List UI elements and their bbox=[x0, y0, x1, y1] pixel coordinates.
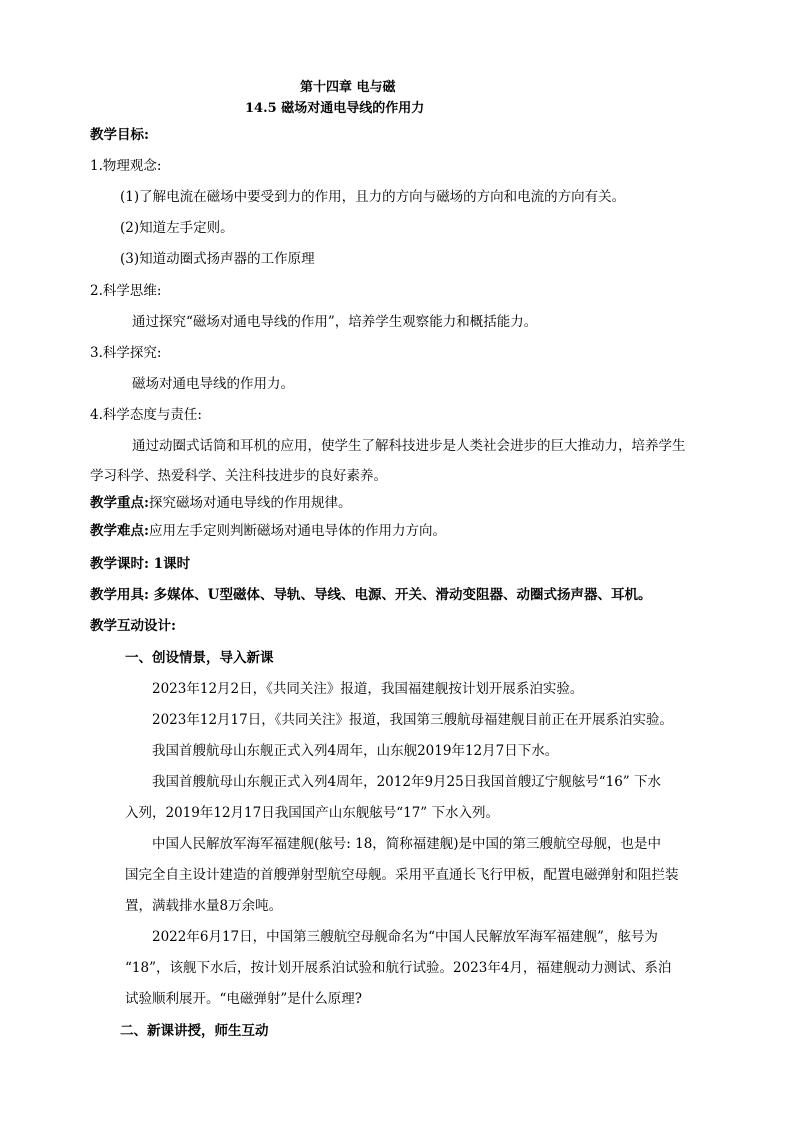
teaching-tools: 教学用具: 多媒体、U型磁体、导轨、导线、电源、开关、滑动变阻器、动圈式扬声器、耳机。 bbox=[90, 587, 652, 603]
objective-1-sub-1: (1)了解电流在磁场中要受到力的作用，且力的方向与磁场的方向和电流的方向有关。 bbox=[120, 189, 626, 205]
objective-4-text-line1: 通过动圈式话筒和耳机的应用，使学生了解科技进步是人类社会进步的巨大推动力，培养学生 bbox=[132, 438, 686, 454]
paragraph-4-line2: 入列，2019年12月17日我国国产山东舰舷号“17” 下水入列。 bbox=[125, 805, 499, 821]
paragraph-5-line3: 置，满载排水量8万余吨。 bbox=[125, 898, 283, 914]
design-heading: 教学互动设计: bbox=[90, 618, 176, 634]
paragraph-6-line1: 2022年6月17日，中国第三艘航空母舰命名为“中国人民解放军海军福建舰”，舷号为 bbox=[152, 929, 658, 945]
paragraph-5-line1: 中国人民解放军海军福建舰(舷号: 18，简称福建舰)是中国的第三艘航空母舰，也是中 bbox=[152, 836, 662, 852]
part-2-title: 二、新课讲授，师生互动 bbox=[120, 1023, 269, 1039]
key-points-label: 教学重点: bbox=[90, 495, 149, 511]
paragraph-1: 2023年12月2日，《共同关注》报道，我国福建舰按计划开展系泊实验。 bbox=[152, 681, 584, 697]
objective-3-title: 3.科学探究: bbox=[90, 345, 162, 361]
paragraph-2: 2023年12月17日，《共同关注》报道，我国第三艘航母福建舰目前正在开展系泊实验。 bbox=[152, 712, 673, 728]
key-points bbox=[90, 494, 351, 512]
objective-4-text-line2: 学习科学、热爱科学、关注科技进步的良好素养。 bbox=[90, 468, 387, 484]
paragraph-5-line2: 国完全自主设计建造的首艘弹射型航空母舰。采用平直通长飞行甲板，配置电磁弹射和阻拦装 bbox=[125, 867, 679, 883]
difficulties bbox=[90, 522, 446, 540]
objective-1-title: 1.物理观念: bbox=[90, 158, 162, 174]
paragraph-3: 我国首艘航母山东舰正式入列4周年，山东舰2019年12月7日下水。 bbox=[152, 743, 559, 759]
objective-2-title: 2.科学思维: bbox=[90, 283, 162, 299]
section-title: 14.5 磁场对通电导线的作用力 bbox=[245, 101, 425, 116]
part-1-title: 一、创设情景，导入新课 bbox=[125, 650, 274, 666]
objective-3-text: 磁场对通电导线的作用力。 bbox=[132, 376, 294, 392]
teaching-hours: 教学课时: 1课时 bbox=[90, 556, 191, 572]
objective-2-text: 通过探究“磁场对通电导线的作用”，培养学生观察能力和概括能力。 bbox=[132, 314, 538, 330]
objective-4-title: 4.科学态度与责任: bbox=[90, 407, 202, 423]
paragraph-4-line1: 我国首艘航母山东舰正式入列4周年，2012年9月25日我国首艘辽宁舰舷号“16” 下水 bbox=[152, 774, 661, 790]
objective-1-sub-3: (3)知道动圈式扬声器的工作原理 bbox=[120, 251, 315, 267]
objectives-heading: 教学目标: bbox=[90, 127, 149, 143]
difficulties-label: 教学难点: bbox=[90, 523, 149, 539]
chapter-title: 第十四章 电与磁 bbox=[300, 80, 396, 95]
paragraph-6-line2: “18”，该舰下水后，按计划开展系泊试验和航行试验。2023年4月，福建舰动力测试、系泊 bbox=[125, 960, 672, 976]
key-points-text: 探究磁场对通电导线的作用规律。 bbox=[148, 495, 352, 511]
paragraph-6-line3: 试验顺利展开。“电磁弹射”是什么原理? bbox=[125, 991, 363, 1007]
objective-1-sub-2: (2)知道左手定则。 bbox=[120, 220, 234, 236]
difficulties-text: 应用左手定则判断磁场对通电导体的作用力方向。 bbox=[148, 523, 446, 539]
